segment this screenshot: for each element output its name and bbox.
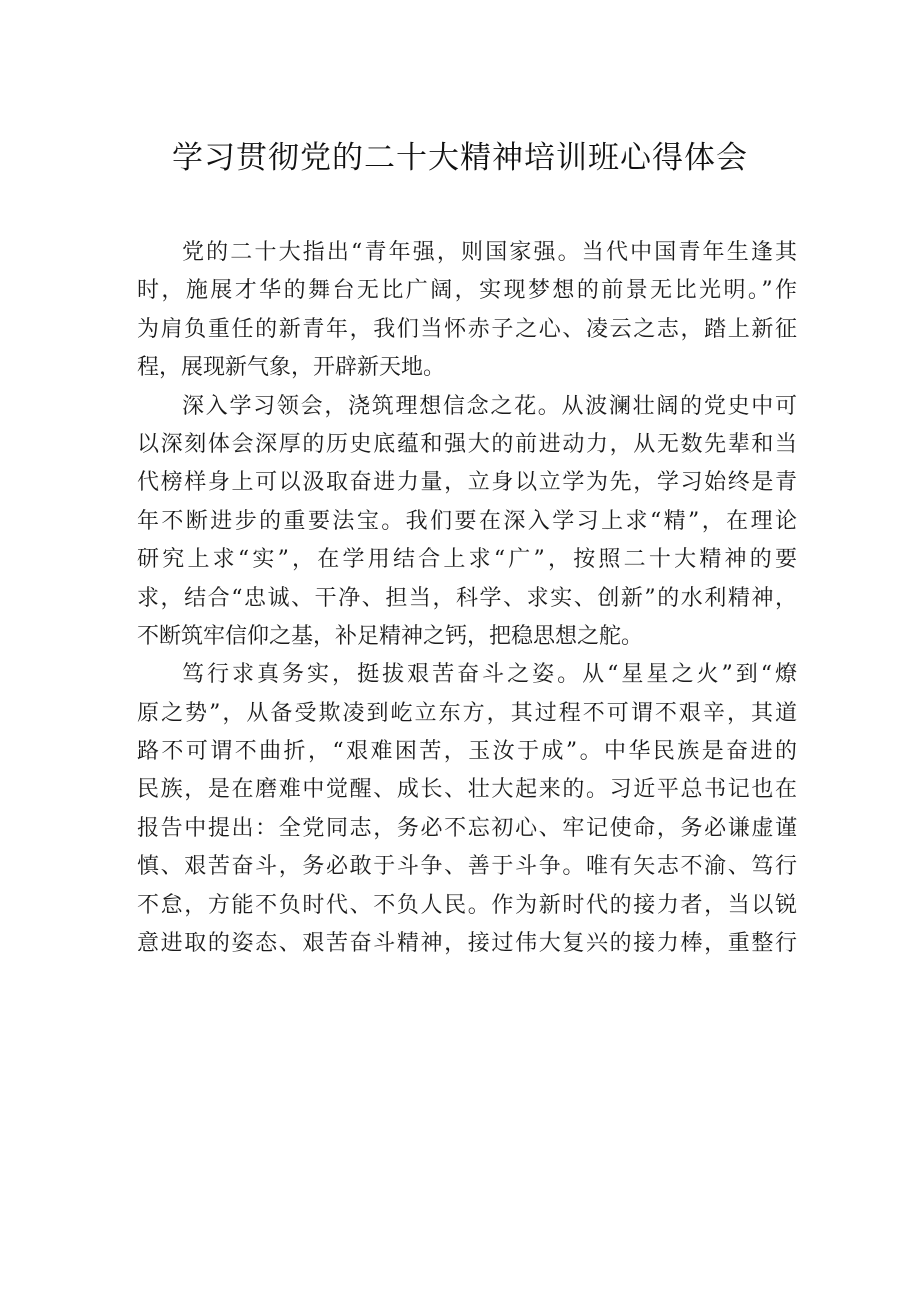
paragraph-line: 代榜样身上可以汲取奋进力量，立身以立学为先，学习始终是青 (137, 470, 797, 496)
paragraph-line: 深入学习领会，浇筑理想信念之花。从波澜壮阔的党史中可 (182, 393, 797, 419)
paragraph-3 (137, 656, 797, 963)
paragraph-line: 不断筑牢信仰之基，补足精神之钙，把稳思想之舵。 (137, 623, 644, 649)
paragraph-line: 时，施展才华的舞台无比广阔，实现梦想的前景无比光明。”作 (137, 278, 797, 304)
paragraph-line: 笃行求真务实，挺拔艰苦奋斗之姿。从“星星之火”到“燎 (182, 662, 797, 688)
paragraph-line: 原之势”，从备受欺凌到屹立东方，其过程不可谓不艰辛，其道 (137, 700, 797, 726)
paragraph-1 (137, 234, 797, 388)
paragraph-line: 党的二十大指出“青年强，则国家强。当代中国青年生逢其 (182, 240, 797, 265)
paragraph-line: 民族，是在磨难中觉醒、成长、壮大起来的。习近平总书记也在 (137, 777, 797, 803)
paragraph-line: 研究上求“实”，在学用结合上求“广”，按照二十大精神的要 (137, 547, 797, 573)
document-body (137, 234, 797, 963)
paragraph-2 (137, 388, 797, 657)
document-title: 学习贯彻党的二十大精神培训班心得体会 (172, 140, 748, 176)
paragraph-line: 报告中提出：全党同志，务必不忘初心、牢记使命，务必谦虚谨 (137, 815, 797, 841)
paragraph-line: 为肩负重任的新青年，我们当怀赤子之心、凌云之志，踏上新征 (137, 316, 797, 342)
paragraph-line: 程，展现新气象，开辟新天地。 (137, 355, 446, 381)
paragraph-line: 以深刻体会深厚的历史底蕴和强大的前进动力，从无数先辈和当 (137, 431, 797, 457)
paragraph-line: 慎、艰苦奋斗，务必敢于斗争、善于斗争。唯有矢志不渝、笃行 (137, 854, 797, 880)
paragraph-line: 不怠，方能不负时代、不负人民。作为新时代的接力者，当以锐 (137, 892, 797, 918)
paragraph-line: 年不断进步的重要法宝。我们要在深入学习上求“精”，在理论 (137, 508, 797, 534)
paragraph-line: 求，结合“忠诚、干净、担当，科学、求实、创新”的水利精神， (137, 585, 797, 611)
paragraph-line: 意进取的姿态、艰苦奋斗精神，接过伟大复兴的接力棒，重整行 (137, 931, 797, 957)
paragraph-line: 路不可谓不曲折，“艰难困苦，玉汝于成”。中华民族是奋进的 (137, 739, 797, 765)
